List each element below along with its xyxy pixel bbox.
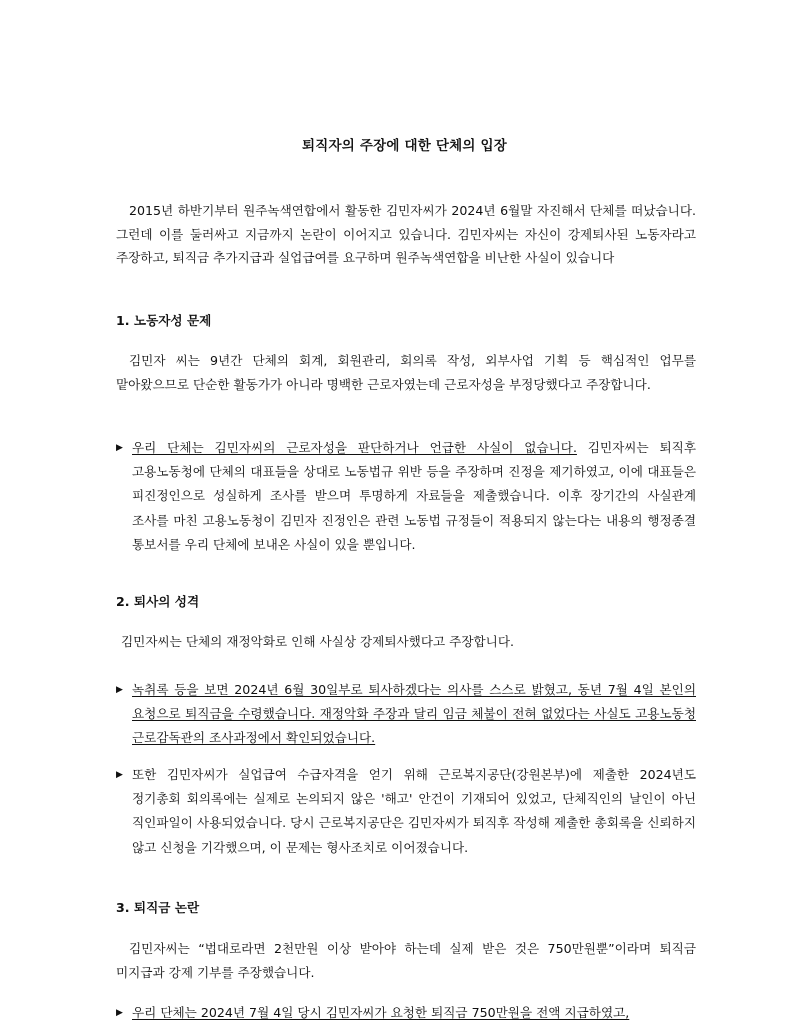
section-2-bullet-1-text [116,678,696,751]
section-2-bullet-2-text: 또한 김민자씨가 실업급여 수급자격을 얻기 위해 근로복지공단(강원본부)에 제출한 2024년도 정기총회 회의록에는 실제로 논의되지 않은 '해고' 안건이 기재되어 있었고, 단체직인의 날인이 아닌 직인파일이 사용되었습니다. 당시 근로복지공단은 김민자씨가 퇴직후 작성해 제출한 총회록을 신뢰하지 않고 신청을 기각했으며, 이 문제는 형사조치로 이어졌습니다. [132,767,696,855]
triangle-bullet-icon: ▶ [116,770,123,780]
section-2-bullet-2 [116,763,696,860]
section-1-bullet-rest: 김민자씨는 퇴직후 고용노동청에 단체의 대표들을 상대로 노동법규 위반 등을 주장하며 진정을 제기하였고, 이에 대표들은 피진정인으로 성실하게 조사를 받으며 투명하게 자료들을 제출했습니다. 이후 장기간의 사실관계 조사를 마친 고용노동청이 김민자 진정인은 관련 노동법 규정들이 적용되지 않는다는 내용의 행정종결 통보서를 우리 단체에 보내온 사실이 있을 뿐입니다. [132,440,696,552]
page-title: 퇴직자의 주장에 대한 단체의 입장 [302,138,507,154]
section-heading-resignation: 2. 퇴사의 성격 [116,594,200,609]
triangle-bullet-icon: ▶ [116,685,123,695]
section-1-bullet-text [116,436,696,557]
section-3-bullet-1 [116,1001,696,1025]
section-2-bullet-1 [116,678,696,751]
triangle-bullet-icon: ▶ [116,1008,123,1018]
section-3-bullet-1-text [116,1001,696,1025]
section-2-claim: 김민자씨는 단체의 재정악화로 인해 사실상 강제퇴사했다고 주장합니다. [121,634,514,649]
section-heading-labor-status: 1. 노동자성 문제 [116,313,212,328]
section-heading-severance: 3. 퇴직금 논란 [116,900,200,915]
section-2-bullet-1-underlined: 녹취록 등을 보면 2024년 6월 30일부로 퇴사하겠다는 의사를 스스로 밝혔고, 동년 7월 4일 본인의 요청으로 퇴직금을 수령했습니다. 재정악화 주장과 달리 임금 체불이 전혀 없었다는 사실도 고용노동청 근로감독관의 조사과정에서 확인되었습니다. [132,682,696,746]
triangle-bullet-icon: ▶ [116,443,123,453]
section-3-claim: 김민자씨는 “법대로라면 2천만원 이상 받아야 하는데 실제 받은 것은 750만원뿐”이라며 퇴직금 미지급과 강제 기부를 주장했습니다. [116,941,696,980]
section-3-bullet-1-underlined: 우리 단체는 2024년 7월 4일 당시 김민자씨가 요청한 퇴직금 750만원을 전액 지급하였고, [132,1005,630,1020]
intro-paragraph: 2015년 하반기부터 원주녹색연합에서 활동한 김민자씨가 2024년 6월말 자진해서 단체를 떠났습니다. 그런데 이를 둘러싸고 지금까지 논란이 이어지고 있습니다. 김민자씨는 자신이 강제퇴사된 노동자라고 주장하고, 퇴직금 추가지급과 실업급여를 요구하며 원주녹색연합을 비난한 사실이 있습니다 [116,203,696,266]
section-1-bullet [116,436,696,557]
section-1-claim: 김민자 씨는 9년간 단체의 회계, 회원관리, 회의록 작성, 외부사업 기획 등 핵심적인 업무를 맡아왔으므로 단순한 활동가가 아니라 명백한 근로자였는데 근로자성을 부정당했다고 주장합니다. [116,353,696,392]
section-1-bullet-underlined: 우리 단체는 김민자씨의 근로자성을 판단하거나 언급한 사실이 없습니다. [132,440,577,455]
